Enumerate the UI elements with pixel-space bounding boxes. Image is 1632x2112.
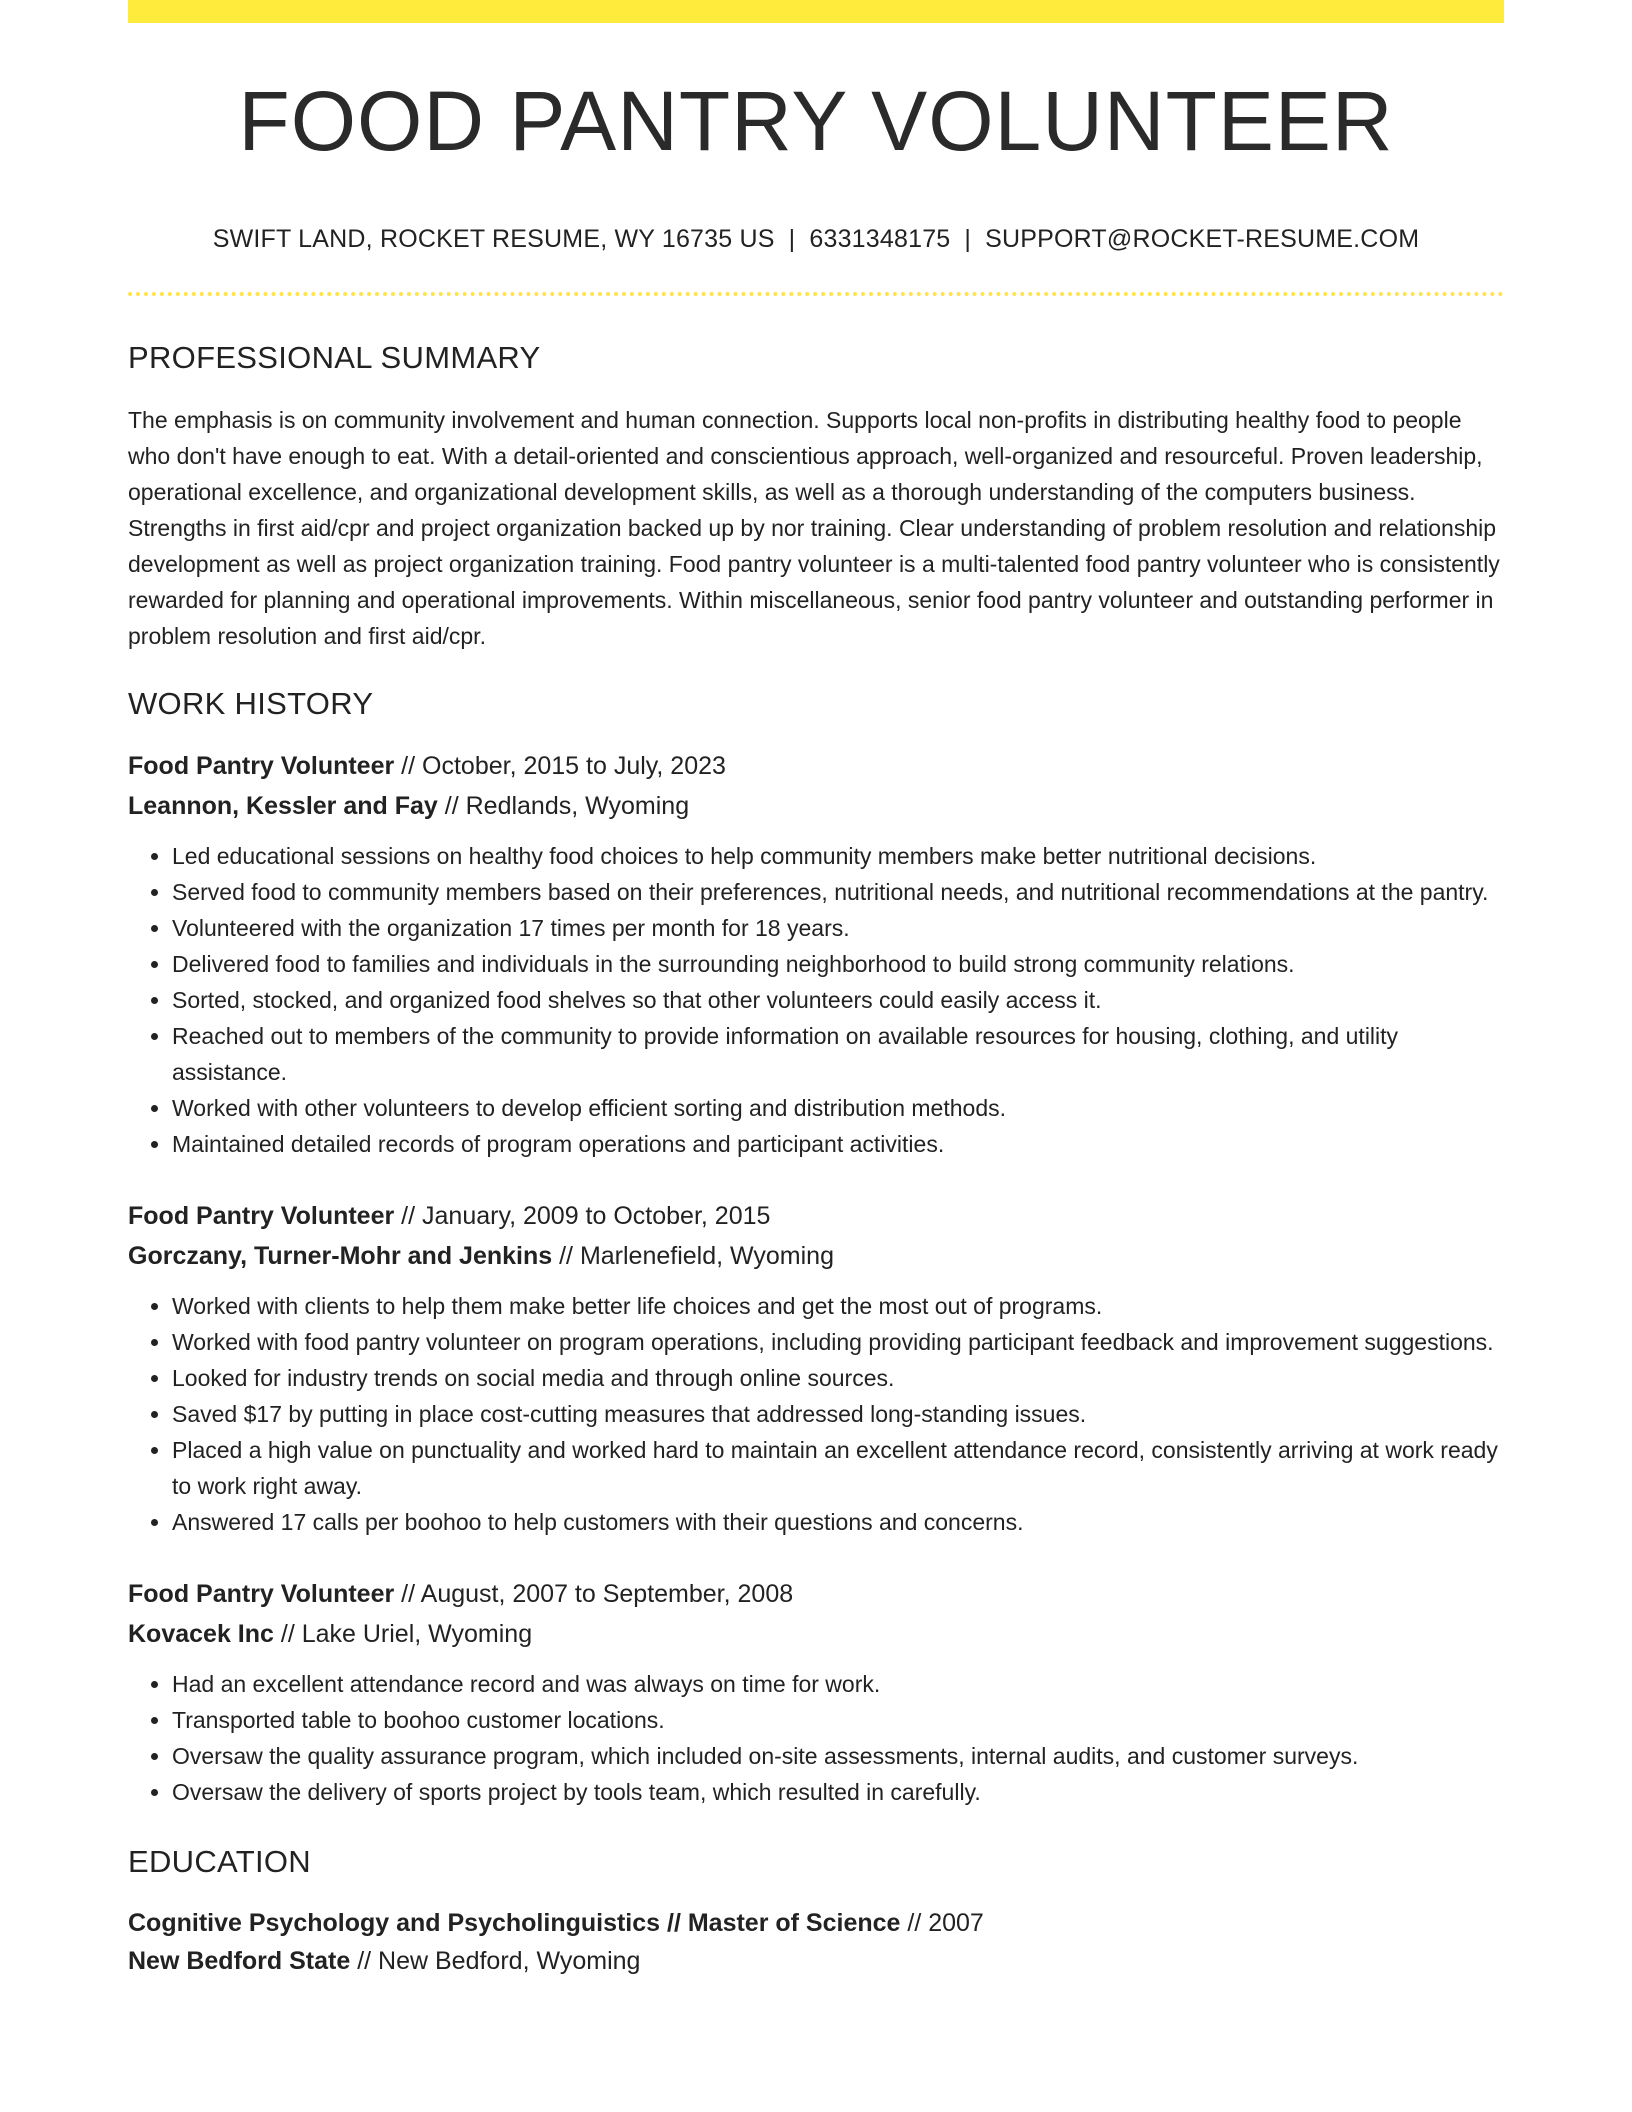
bullet-item: • Volunteered with the organization 17 times per month for 18 years.: [172, 910, 1504, 946]
job-company-line: [128, 786, 1504, 826]
education-school: New Bedford State: [128, 1947, 351, 1975]
accent-bar: [128, 0, 1504, 23]
job-title: Food Pantry Volunteer: [128, 1580, 395, 1608]
education-school-line: [128, 1942, 1504, 1980]
resume-page: [128, 0, 1504, 1980]
job-company: Gorczany, Turner-Mohr and Jenkins: [128, 1242, 553, 1270]
education-heading: EDUCATION: [128, 1844, 311, 1879]
contact-line: [128, 225, 1504, 254]
bullet-item: • Reached out to members of the community to provide information on available resources for housing, clothing, and utility assistance.: [172, 1018, 1504, 1090]
job-company: Kovacek Inc: [128, 1620, 274, 1648]
bullet-item: • Worked with clients to help them make better life choices and get the most out of programs.: [172, 1288, 1504, 1324]
contact-separator: |: [964, 225, 972, 253]
bullet-item: • Sorted, stocked, and organized food shelves so that other volunteers could easily access it.: [172, 982, 1504, 1018]
bullet-item: • Looked for industry trends on social media and through online sources.: [172, 1360, 1504, 1396]
job-title-line: [128, 746, 1504, 786]
job-entry: [128, 1574, 1504, 1810]
job-title-line: [128, 1196, 1504, 1236]
education-degree-line: [128, 1904, 1504, 1942]
bullet-item: • Answered 17 calls per boohoo to help customers with their questions and concerns.: [172, 1504, 1504, 1540]
education-location: // New Bedford, Wyoming: [350, 1947, 641, 1975]
bullet-item: • Led educational sessions on healthy food choices to help community members make better nutritional decisions.: [172, 838, 1504, 874]
bullet-item: • Had an excellent attendance record and was always on time for work.: [172, 1666, 1504, 1702]
bullet-item: • Served food to community members based on their preferences, nutritional needs, and nutritional recommendations at the pantry.: [172, 874, 1504, 910]
work-history-heading: WORK HISTORY: [128, 686, 374, 721]
job-dates: // January, 2009 to October, 2015: [394, 1202, 771, 1230]
job-title: Food Pantry Volunteer: [128, 752, 395, 780]
contact-phone: 6331348175: [809, 225, 951, 253]
job-company-line: [128, 1236, 1504, 1276]
job-company-line: [128, 1614, 1504, 1654]
resume-title: FOOD PANTRY VOLUNTEER: [238, 74, 1394, 168]
contact-address: SWIFT LAND, ROCKET RESUME, WY 16735 US: [212, 225, 775, 253]
bullet-item: • Oversaw the quality assurance program, which included on-site assessments, internal audits, and customer surveys.: [172, 1738, 1504, 1774]
education-year: // 2007: [900, 1909, 984, 1937]
bullet-item: • Maintained detailed records of program operations and participant activities.: [172, 1126, 1504, 1162]
contact-separator: |: [788, 225, 796, 253]
bullet-item: • Worked with food pantry volunteer on program operations, including providing participant feedback and improvement suggestions.: [172, 1324, 1504, 1360]
bullet-item: • Delivered food to families and individuals in the surrounding neighborhood to build strong community relations.: [172, 946, 1504, 982]
job-bullets: [128, 1666, 1504, 1810]
bullet-item: • Placed a high value on punctuality and worked hard to maintain an excellent attendance record, consistently arriving at work ready to work right away.: [172, 1432, 1504, 1504]
education-entry: [128, 1904, 1504, 1980]
bullet-item: • Transported table to boohoo customer locations.: [172, 1702, 1504, 1738]
job-bullets: [128, 1288, 1504, 1540]
summary-heading: PROFESSIONAL SUMMARY: [128, 340, 541, 375]
job-location: // Lake Uriel, Wyoming: [273, 1620, 533, 1648]
dotted-divider: [128, 292, 1504, 296]
job-entry: [128, 1196, 1504, 1540]
bullet-item: • Saved $17 by putting in place cost-cutting measures that addressed long-standing issues.: [172, 1396, 1504, 1432]
job-title-line: [128, 1574, 1504, 1614]
job-entry: [128, 746, 1504, 1162]
education-degree: Cognitive Psychology and Psycholinguistics // Master of Science: [128, 1909, 901, 1937]
job-title: Food Pantry Volunteer: [128, 1202, 395, 1230]
bullet-item: • Worked with other volunteers to develop efficient sorting and distribution methods.: [172, 1090, 1504, 1126]
job-dates: // August, 2007 to September, 2008: [394, 1580, 794, 1608]
bullet-item: • Oversaw the delivery of sports project by tools team, which resulted in carefully.: [172, 1774, 1504, 1810]
contact-email: SUPPORT@ROCKET-RESUME.COM: [985, 225, 1420, 253]
job-location: // Marlenefield, Wyoming: [552, 1242, 834, 1270]
job-bullets: [128, 838, 1504, 1162]
job-dates: // October, 2015 to July, 2023: [394, 752, 726, 780]
job-company: Leannon, Kessler and Fay: [128, 792, 438, 820]
summary-text: The emphasis is on community involvement and human connection. Supports local non-profits in distributing healthy food to people who don't have enough to eat. With a detail-oriented and conscientious approach, well-organized and resourceful. Proven leadership, operational excellence, and organizational development skills, as well as a thorough understanding of the computers business. Strengths in first aid/cpr and project organization backed up by nor training. Clear understanding of problem resolution and relationship development as well as project organization training. Food pantry volunteer is a multi-talented food pantry volunteer who is consistently rewarded for planning and operational improvements. Within miscellaneous, senior food pantry volunteer and outstanding performer in problem resolution and first aid/cpr.: [128, 407, 1500, 649]
job-location: // Redlands, Wyoming: [437, 792, 690, 820]
